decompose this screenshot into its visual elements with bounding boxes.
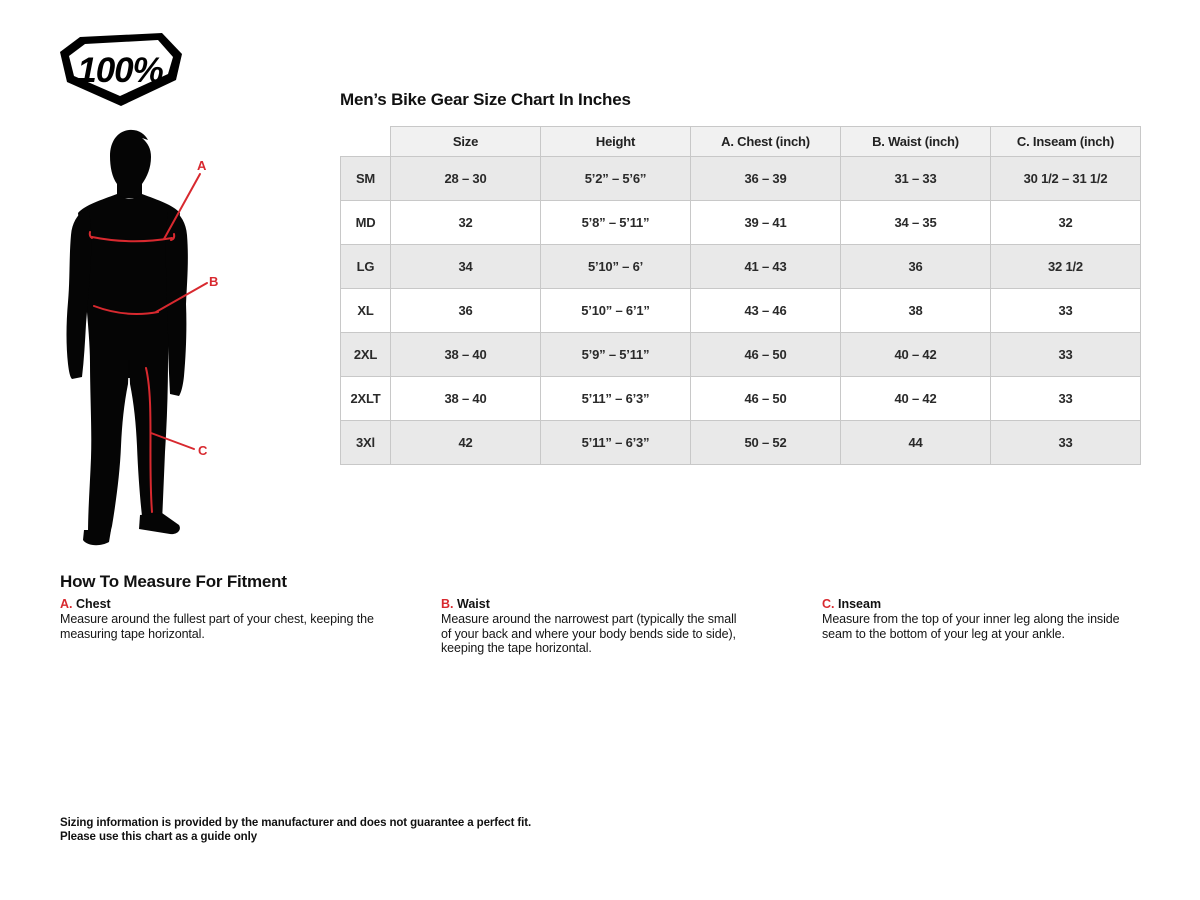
cell-height: 5’11” – 6’3” bbox=[541, 377, 691, 421]
cell-waist: 40 – 42 bbox=[841, 333, 991, 377]
cell-chest: 46 – 50 bbox=[691, 333, 841, 377]
male-silhouette bbox=[67, 130, 188, 545]
cell-chest: 41 – 43 bbox=[691, 245, 841, 289]
logo-text: 100% bbox=[77, 51, 163, 90]
measurement-figure bbox=[40, 110, 320, 570]
cell-inseam: 33 bbox=[991, 377, 1141, 421]
cell-chest: 36 – 39 bbox=[691, 157, 841, 201]
disclaimer-line-1: Sizing information is provided by the manufacturer and does not guarantee a perfect fit. bbox=[60, 817, 532, 829]
row-label: SM bbox=[341, 157, 391, 201]
col-header-waist: B. Waist (inch) bbox=[841, 127, 991, 157]
measure-key-b: B. bbox=[441, 597, 454, 611]
sizing-disclaimer bbox=[60, 817, 531, 844]
table-row-3xl bbox=[341, 421, 1141, 465]
col-header-chest: A. Chest (inch) bbox=[691, 127, 841, 157]
measure-key-a: A. bbox=[60, 597, 73, 611]
measure-item-chest bbox=[60, 597, 410, 641]
row-label: 2XL bbox=[341, 333, 391, 377]
cell-chest: 46 – 50 bbox=[691, 377, 841, 421]
measure-item-inseam bbox=[822, 597, 1132, 641]
table-row-2xlt bbox=[341, 377, 1141, 421]
measure-body-waist: Measure around the narrowest part (typically the small of your back and where your body bends side to side), keeping the tape horizontal. bbox=[441, 612, 737, 655]
cell-height: 5’10” – 6’ bbox=[541, 245, 691, 289]
page-title: Men’s Bike Gear Size Chart In Inches bbox=[340, 90, 631, 109]
measure-item-title bbox=[60, 597, 410, 611]
row-label: LG bbox=[341, 245, 391, 289]
cell-waist: 44 bbox=[841, 421, 991, 465]
row-label: MD bbox=[341, 201, 391, 245]
measure-body-chest: Measure around the fullest part of your chest, keeping the measuring tape horizontal. bbox=[60, 612, 374, 641]
measure-item-title bbox=[822, 597, 1132, 611]
marker-label-c: C bbox=[198, 443, 208, 458]
measure-key-c: C. bbox=[822, 597, 835, 611]
cell-size: 32 bbox=[391, 201, 541, 245]
cell-height: 5’8” – 5’11” bbox=[541, 201, 691, 245]
logo-badge-icon bbox=[56, 30, 186, 112]
cell-size: 28 – 30 bbox=[391, 157, 541, 201]
table-corner-cell bbox=[341, 127, 391, 157]
table-row-sm bbox=[341, 157, 1141, 201]
measure-section-heading: How To Measure For Fitment bbox=[60, 572, 287, 591]
cell-size: 36 bbox=[391, 289, 541, 333]
cell-chest: 50 – 52 bbox=[691, 421, 841, 465]
row-label: 3Xl bbox=[341, 421, 391, 465]
cell-size: 42 bbox=[391, 421, 541, 465]
cell-waist: 40 – 42 bbox=[841, 377, 991, 421]
cell-waist: 34 – 35 bbox=[841, 201, 991, 245]
cell-height: 5’10” – 6’1” bbox=[541, 289, 691, 333]
cell-size: 38 – 40 bbox=[391, 377, 541, 421]
cell-inseam: 33 bbox=[991, 289, 1141, 333]
cell-chest: 43 – 46 bbox=[691, 289, 841, 333]
table-row-xl bbox=[341, 289, 1141, 333]
measure-body-inseam: Measure from the top of your inner leg along the inside seam to the bottom of your leg at your ankle. bbox=[822, 612, 1120, 641]
cell-size: 34 bbox=[391, 245, 541, 289]
marker-label-a: A bbox=[197, 158, 207, 173]
measure-name-chest: Chest bbox=[75, 597, 111, 611]
cell-height: 5’11” – 6’3” bbox=[541, 421, 691, 465]
cell-inseam: 30 1/2 – 31 1/2 bbox=[991, 157, 1141, 201]
table-row-2xl bbox=[341, 333, 1141, 377]
table-row-lg bbox=[341, 245, 1141, 289]
cell-inseam: 33 bbox=[991, 333, 1141, 377]
col-header-height: Height bbox=[541, 127, 691, 157]
row-label: XL bbox=[341, 289, 391, 333]
cell-size: 38 – 40 bbox=[391, 333, 541, 377]
cell-height: 5’2” – 5’6’’ bbox=[541, 157, 691, 201]
male-silhouette-diagram bbox=[40, 110, 320, 570]
measure-name-waist: Waist bbox=[456, 597, 490, 611]
cell-inseam: 33 bbox=[991, 421, 1141, 465]
cell-waist: 36 bbox=[841, 245, 991, 289]
disclaimer-line-2: Please use this chart as a guide only bbox=[60, 830, 257, 843]
measure-name-inseam: Inseam bbox=[837, 597, 882, 611]
row-label: 2XLT bbox=[341, 377, 391, 421]
cell-waist: 38 bbox=[841, 289, 991, 333]
cell-inseam: 32 1/2 bbox=[991, 245, 1141, 289]
size-chart-table bbox=[340, 126, 1141, 465]
cell-waist: 31 – 33 bbox=[841, 157, 991, 201]
brand-logo-100-percent bbox=[56, 30, 186, 112]
cell-height: 5’9” – 5’11” bbox=[541, 333, 691, 377]
table-row-md bbox=[341, 201, 1141, 245]
col-header-size: Size bbox=[391, 127, 541, 157]
measure-item-waist bbox=[441, 597, 741, 656]
marker-label-b: B bbox=[209, 274, 219, 289]
cell-inseam: 32 bbox=[991, 201, 1141, 245]
col-header-inseam: C. Inseam (inch) bbox=[991, 127, 1141, 157]
cell-chest: 39 – 41 bbox=[691, 201, 841, 245]
measure-item-title bbox=[441, 597, 741, 611]
table-header-row bbox=[341, 127, 1141, 157]
